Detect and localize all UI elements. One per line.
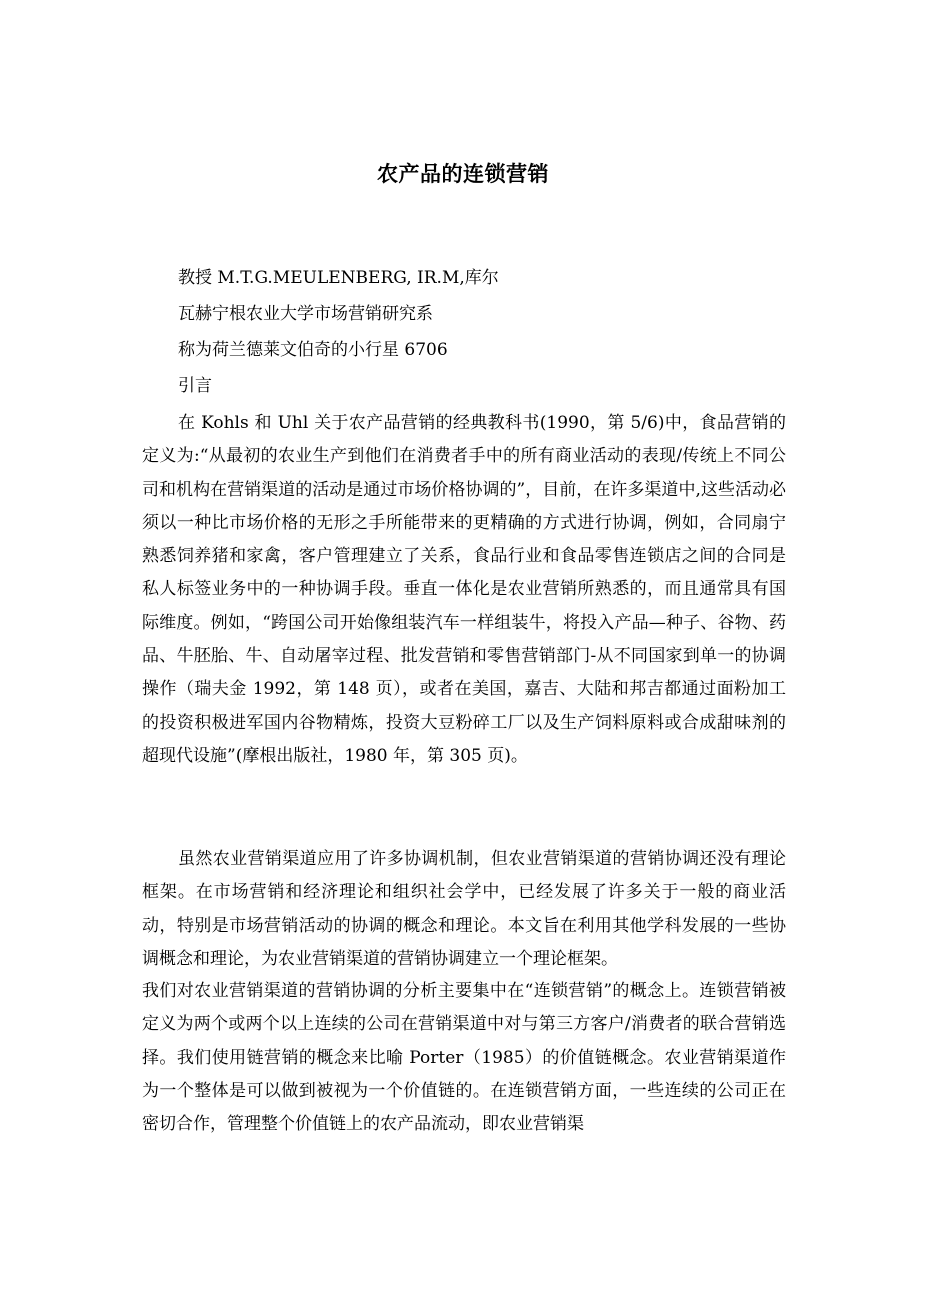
- affiliation-line: 瓦赫宁根农业大学市场营销研究系: [178, 304, 433, 324]
- section-heading: 引言: [178, 376, 212, 396]
- document-title: 农产品的连锁营销: [377, 162, 549, 186]
- location-line: 称为荷兰德莱文伯奇的小行星 6706: [178, 340, 448, 360]
- paragraph-framework-purpose: 虽然农业营销渠道应用了许多协调机制，但农业营销渠道的营销协调还没有理论框架。在市场营销和经济理论和组织社会学中，已经发展了许多关于一般的商业活动，特别是市场营销活动的协调的概念和理论。本文旨在利用其他学科发展的一些协调概念和理论，为农业营销渠道的营销协调建立一个理论框架。: [142, 849, 786, 969]
- paragraph-chain-marketing: 我们对农业营销渠道的营销协调的分析主要集中在“连锁营销”的概念上。连锁营销被定义为两个或两个以上连续的公司在营销渠道中对与第三方客户/消费者的联合营销选择。我们使用链营销的概念来比喻 Porter（1985）的价值链概念。农业营销渠道作为一个整体是可以做到被视为一个价值链的。在连锁营销方面，一些连续的公司正在密切合作，管理整个价值链上的农产品流动，即农业营销渠: [142, 981, 786, 1135]
- author-line: 教授 M.T.G.MEULENBERG, IR.M,库尔: [178, 268, 499, 288]
- paragraph-intro-definition: 在 Kohls 和 Uhl 关于农产品营销的经典教科书(1990，第 5/6)中，食品营销的定义为:“从最初的农业生产到他们在消费者手中的所有商业活动的表现/传统上不同公司和机构在营销渠道的活动是通过市场价格协调的”，目前，在许多渠道中,这些活动必须以一种比市场价格的无形之手所能带来的更精确的方式进行协调，例如，合同扇宁熟悉饲养猪和家禽，客户管理建立了关系，食品行业和食品零售连锁店之间的合同是私人标签业务中的一种协调手段。垂直一体化是农业营销所熟悉的，而且通常具有国际维度。例如，“跨国公司开始像组装汽车一样组装牛，将投入产品—种子、谷物、药品、牛胚胎、牛、自动屠宰过程、批发营销和零售营销部门-从不同国家到单一的协调操作（瑞夫金 1992，第 148 页），或者在美国，嘉吉、大陆和邦吉都通过面粉加工的投资积极进军国内谷物精炼，投资大豆粉碎工厂以及生产饲料原料或合成甜味剂的超现代设施”(摩根出版社，1980 年，第 305 页)。: [142, 413, 786, 766]
